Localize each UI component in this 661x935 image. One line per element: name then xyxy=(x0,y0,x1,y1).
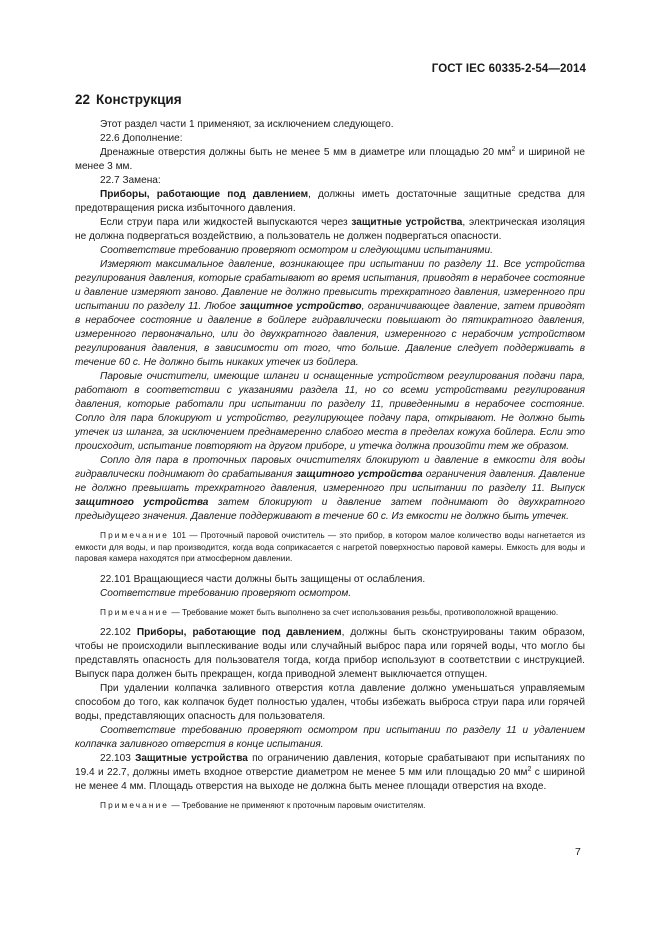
note-22-103 xyxy=(75,800,585,812)
defined-term: Приборы, работающие под давлением xyxy=(136,627,342,638)
clause-22-7-p5-c: затем блокируют и давление затем поднимают до двухкратного предыдущего значения. Давление поддерживают в течение 60 с. Из емкости не должно быть утечек. xyxy=(75,497,586,522)
section-number: 22 xyxy=(75,92,91,107)
clause-22-6-label: 22.6 Дополнение: xyxy=(100,133,183,144)
clause-number: 22.103 xyxy=(100,753,136,764)
note-text: — Требование не применяют к проточным паровым очистителям. xyxy=(169,800,426,810)
clause-22-7-p4: Паровые очистители, имеющие шланги и оснащенные устройством регулирования подачи пара, работают в соответствии с указаниями раздела 11, но со всеми устройствами регулирования давления, которые работали при испытании по разделу 11, приведенными в нерабочее состояние. Сопло для пара блокируют и устройство, регулирующее подачу пара, открывают. Не должно быть утечек из шланга, за исключением преднамеренно слабого места в пределах кожуха бойлера. Если это происходит, испытание повторяют на другом приборе, и утечка должна произойти тем же образом. xyxy=(75,371,585,452)
defined-term: защитного устройства xyxy=(75,497,209,508)
standard-header: ГОСТ IEC 60335-2-54—2014 xyxy=(431,63,586,75)
clause-number: 22.102 xyxy=(100,627,137,638)
clause-22-6-text xyxy=(75,146,585,174)
clause-22-7-compliance: Соответствие требованию проверяют осмотром и следующими испытаниями. xyxy=(100,245,493,256)
clause-22-7-p2 xyxy=(75,216,585,244)
note-label: Примечание xyxy=(100,800,170,810)
superscript: 2 xyxy=(527,766,532,773)
clause-22-7-p2-a: Если струи пара или жидкостей выпускаются через xyxy=(100,217,352,228)
spacer xyxy=(75,618,585,626)
clause-22-7-p3 xyxy=(75,258,585,370)
defined-term: Приборы, работающие под давлением xyxy=(100,189,309,200)
clause-22-102-rest: , должны быть сконструированы таким образом, чтобы не происходили выплескивание воды или случайный выброс пара или горячей воды, что могло бы представлять опасность для пользователя тогда, когда прибор используют в соответствии с инструкцией. Выпуск пара должен быть прекращен, когда приводной элемент выключается отпущен. xyxy=(75,627,585,680)
page-content xyxy=(75,92,585,812)
clause-22-102-p2: При удалении колпачка заливного отверстия котла давление должно уменьшаться управляемым способом до того, как колпачок будет полностью удален, чтобы избежать выброса струи пара или горячей воды, представляющих опасность для пользователя. xyxy=(75,683,585,722)
page-number: 7 xyxy=(575,846,581,858)
clause-22-103-text-a: по ограничению давления, которые срабатывают при испытаниях по 19.4 и 22.7, должны иметь входное отверстие диаметром не менее 5 мм или площадью 20 мм xyxy=(75,753,585,778)
clause-22-7-p3-a: Измеряют максимальное давление, возникающее при испытании по разделу 11. Все устройства регулирования давления, которые срабатывают во время испытания, приводят в нерабочее состояние и давление измеряют заново. Давление не должно превысить трехкратного давления, измеренного при испытании по разделу 11. Любое xyxy=(75,259,585,312)
note-22-7 xyxy=(75,530,585,565)
clause-22-7-p3-b: , ограничивающее давление, затем приводят в нерабочее состояние и давление в бойлере гидравлически повышают до пятикратного давления, измеренного первоначально, или до двухкратного давления, измеренного с нерабочим устройством регулирования давления, в зависимости от того, что больше. Давление следует поддерживать в течение 60 с. Не должно быть никаких утечек из бойлера. xyxy=(75,301,585,368)
clause-22-102-compliance: Соответствие требованию проверяют осмотром при испытании по разделу 11 и удалением колпачка заливного отверстия в конце испытания. xyxy=(75,725,585,750)
clause-22-102 xyxy=(75,626,585,682)
clause-22-101: 22.101 Вращающиеся части должны быть защищены от ослабления. xyxy=(100,573,426,585)
defined-term: защитные устройства xyxy=(351,217,463,228)
clause-22-6-text-b: и шириной не менее 3 мм. xyxy=(75,147,585,172)
clause-22-103 xyxy=(75,752,585,794)
clause-22-7-p2-b: , электрическая изоляция не должна подвергаться воздействию, а пользователь не должен подвергаться опасности. xyxy=(75,217,586,242)
clause-22-7-p5 xyxy=(75,454,585,524)
section-title: Конструкция xyxy=(96,92,182,107)
clause-22-6-text-a: Дренажные отверстия должны быть не менее 5 мм в диаметре или площадью 20 мм xyxy=(100,147,512,158)
defined-term: Защитные устройства xyxy=(135,753,248,764)
clause-22-7-p5-b: ограничения давления. Давление не должно превышать трехкратного давления, измеренного при испытании по разделу 11. Выпуск xyxy=(75,469,585,494)
clause-22-103-text-b: с шириной не менее 4 мм. Площадь отверстия на выходе не должна быть менее площади отверстия на входе. xyxy=(75,767,585,792)
note-text: — Требование может быть выполнено за счет использования резьбы, противоположной вращению. xyxy=(169,606,559,617)
superscript: 2 xyxy=(511,146,516,153)
note-label: Примечание xyxy=(100,606,170,617)
defined-term: защитное устройство xyxy=(239,301,362,312)
clause-22-7-p1-rest: , должны иметь достаточные защитные средства для предотвращения риска избыточного давления. xyxy=(75,189,585,214)
clause-22-7-p5-a: Сопло для пара в проточных паровых очистителях блокируют и давление в емкости для воды гидравлически поднимают до срабатывания xyxy=(75,455,585,480)
note-22-101 xyxy=(75,607,585,619)
note-text: 101 — Проточный паровой очиститель — это прибор, в котором малое количество воды нагнетается из емкости для воды, и пар производится, когда вода соприкасается с нагретой поверхностью паровой камеры. Емкость для воды и паровая камера находятся при атмосферном давлении. xyxy=(75,530,585,563)
section-intro: Этот раздел части 1 применяют, за исключением следующего. xyxy=(100,119,394,130)
section-heading xyxy=(75,92,585,108)
clause-22-7-p1 xyxy=(75,188,585,216)
clause-22-101-compliance: Соответствие требованию проверяют осмотром. xyxy=(100,587,352,599)
clause-22-7-label: 22.7 Замена: xyxy=(100,175,161,186)
note-label: Примечание xyxy=(100,530,170,540)
spacer xyxy=(75,565,585,573)
defined-term: защитного устройства xyxy=(295,469,423,480)
